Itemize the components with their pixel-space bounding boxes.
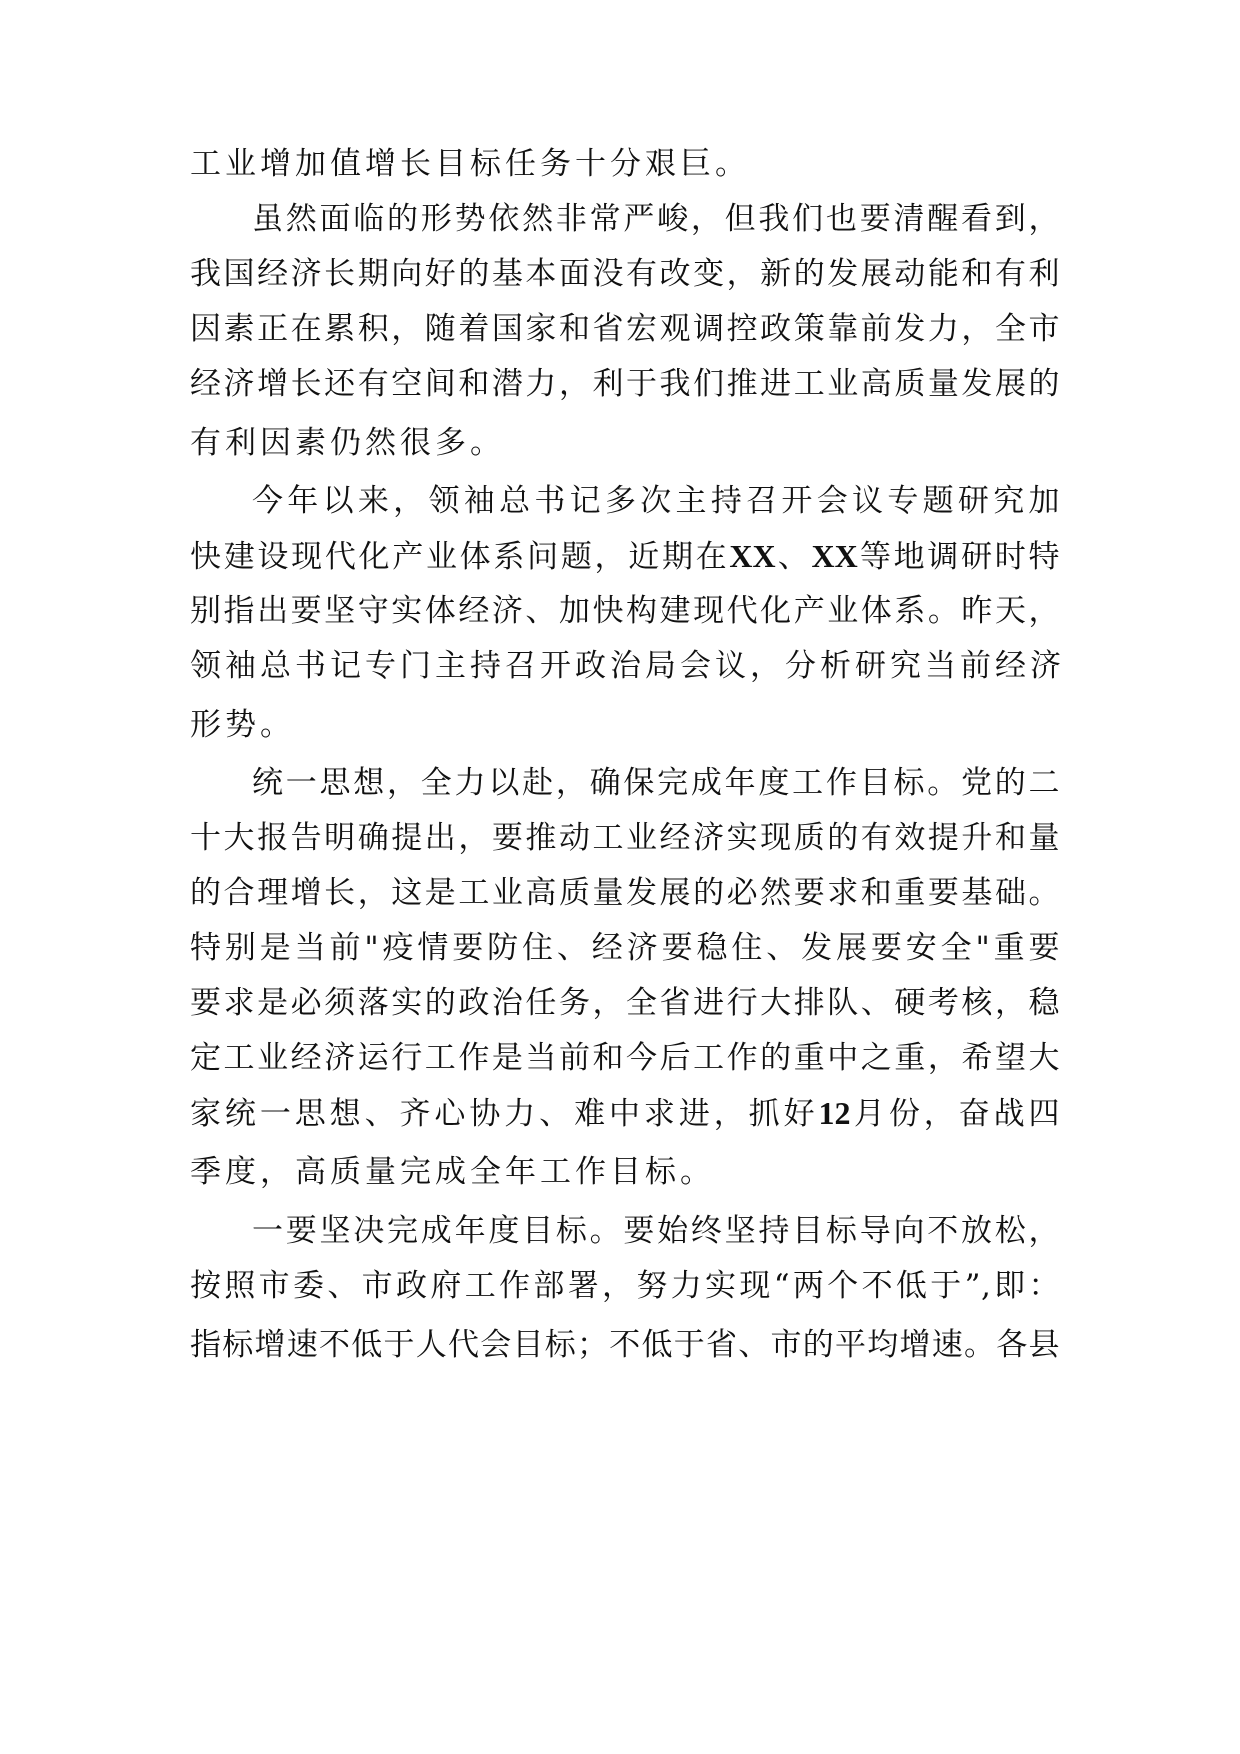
text-line: 按照市委、市政府工作部署，努力实现“两个不低于”,即：	[190, 1268, 1060, 1304]
month-number: 12	[818, 1095, 851, 1131]
text-line: 的合理增长，这是工业高质量发展的必然要求和重要基础。	[190, 875, 1060, 911]
paragraph-first-line: 一要坚决完成年度目标。要始终坚持目标导向不放松，	[252, 1213, 1060, 1249]
text-line	[190, 1090, 1060, 1136]
text-line: 十大报告明确提出，要推动工业经济实现质的有效提升和量	[190, 820, 1060, 856]
text-line: 季度，高质量完成全年工作目标。	[190, 1154, 715, 1190]
text-segment: 、	[775, 539, 812, 575]
text-line: 领袖总书记专门主持召开政治局会议，分析研究当前经济	[190, 648, 1065, 684]
text-line: 经济增长还有空间和潜力，利于我们推进工业高质量发展的	[190, 366, 1060, 402]
placeholder-term: XX	[811, 538, 858, 574]
text-line: 工业增加值增长目标任务十分艰巨。	[190, 146, 750, 182]
text-segment: 家统一思想、齐心协力、难中求进，抓好	[190, 1096, 819, 1132]
text-segment: 等地调研时特	[857, 539, 1060, 575]
text-line	[190, 533, 1060, 579]
text-line: 指标增速不低于人代会目标；不低于省、市的平均增速。各县	[190, 1327, 1060, 1363]
text-line: 我国经济长期向好的基本面没有改变，新的发展动能和有利	[190, 256, 1060, 292]
paragraph-first-line: 今年以来，领袖总书记多次主持召开会议专题研究加	[252, 483, 1060, 519]
text-line: 因素正在累积，随着国家和省宏观调控政策靠前发力，全市	[190, 311, 1060, 347]
text-line: 要求是必须落实的政治任务，全省进行大排队、硬考核，稳	[190, 985, 1060, 1021]
text-segment: 月份，奋战四	[850, 1096, 1060, 1132]
text-segment: 快建设现代化产业体系问题，近期在	[190, 539, 730, 575]
text-line: 有利因素仍然很多。	[190, 425, 505, 461]
paragraph-first-line: 虽然面临的形势依然非常严峻，但我们也要清醒看到，	[252, 201, 1060, 237]
text-line: 定工业经济运行工作是当前和今后工作的重中之重，希望大	[190, 1040, 1060, 1076]
text-line: 形势。	[190, 707, 295, 743]
paragraph-first-line: 统一思想，全力以赴，确保完成年度工作目标。党的二	[252, 765, 1060, 801]
text-line: 特别是当前"疫情要防住、经济要稳住、发展要安全"重要	[190, 930, 1060, 966]
placeholder-term: XX	[729, 538, 776, 574]
text-line: 别指出要坚守实体经济、加快构建现代化产业体系。昨天，	[190, 593, 1060, 629]
